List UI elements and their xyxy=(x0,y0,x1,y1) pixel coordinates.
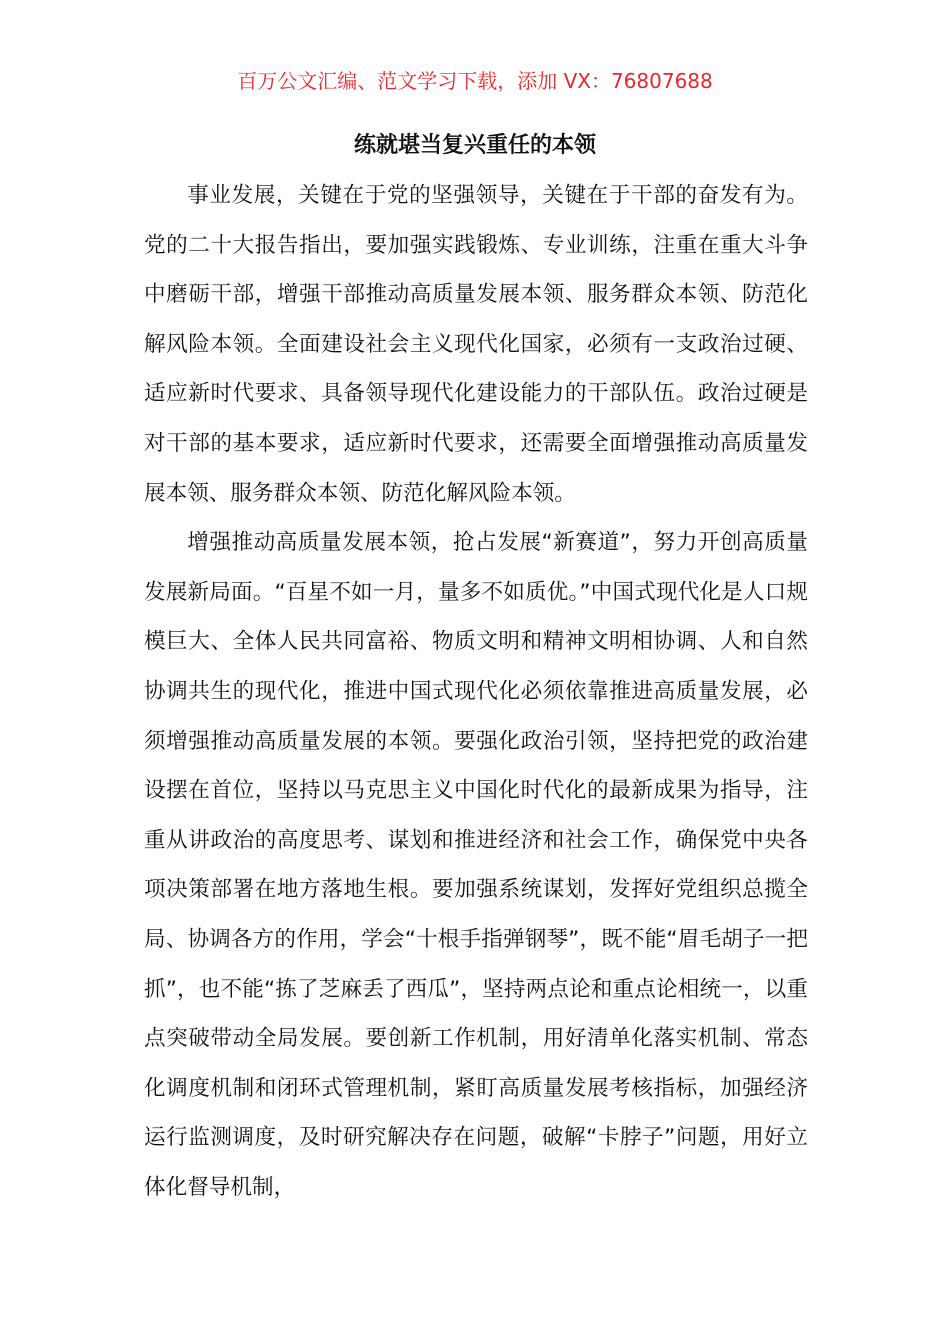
document-body xyxy=(144,171,808,1212)
body-paragraph: 增强推动高质量发展本领，抢占发展“新赛道”，努力开创高质量发展新局面。“百星不如一月，量多不如质优。”中国式现代化是人口规模巨大、全体人民共同富裕、物质文明和精神文明相协调、人和自然协调共生的现代化，推进中国式现代化必须依靠推进高质量发展，必须增强推动高质量发展的本领。要强化政治引领，坚持把党的政治建设摆在首位，坚持以马克思主义中国化时代化的最新成果为指导，注重从讲政治的高度思考、谋划和推进经济和社会工作，确保党中央各项决策部署在地方落地生根。要加强系统谋划，发挥好党组织总揽全局、协调各方的作用，学会“十根手指弹钢琴”，既不能“眉毛胡子一把抓”，也不能“拣了芝麻丢了西瓜”，坚持两点论和重点论相统一，以重点突破带动全局发展。要创新工作机制，用好清单化落实机制、常态化调度机制和闭环式管理机制，紧盯高质量发展考核指标，加强经济运行监测调度，及时研究解决存在问题，破解“卡脖子”问题，用好立体化督导机制， xyxy=(144,530,808,1200)
body-paragraph: 事业发展，关键在于党的坚强领导，关键在于干部的奋发有为。党的二十大报告指出，要加强实践锻炼、专业训练，注重在重大斗争中磨砺干部，增强干部推动高质量发展本领、服务群众本领、防范化解风险本领。全面建设社会主义现代化国家，必须有一支政治过硬、适应新时代要求、具备领导现代化建设能力的干部队伍。政治过硬是对干部的基本要求，适应新时代要求，还需要全面增强推动高质量发展本领、服务群众本领、防范化解风险本领。 xyxy=(144,183,808,506)
document-title: 练就堪当复兴重任的本领 xyxy=(353,133,596,158)
header-promo-note: 百万公文汇编、范文学习下载，添加 VX：76807688 xyxy=(237,69,713,93)
